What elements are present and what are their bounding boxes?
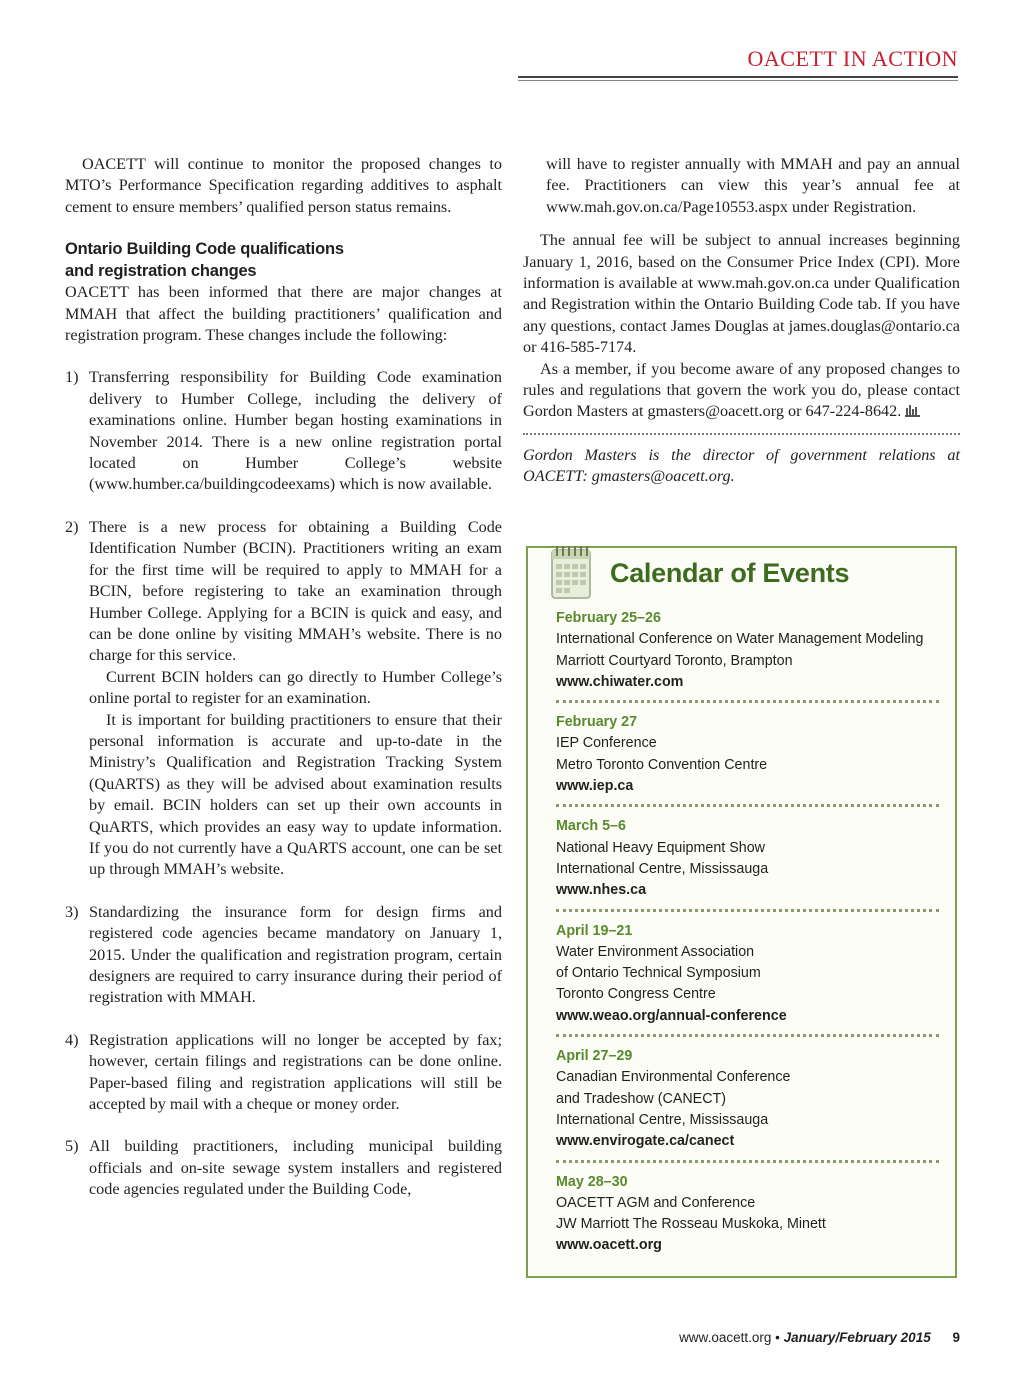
event-detail: Toronto Congress Centre xyxy=(556,986,716,1003)
list-number: 4) xyxy=(65,1030,79,1049)
footer-issue: January/February 2015 xyxy=(783,1330,931,1345)
event-date: April 27–29 xyxy=(556,1048,633,1065)
event-detail: Marriott Courtyard Toronto, Brampton xyxy=(556,652,793,669)
page-footer xyxy=(679,1330,960,1345)
list-paragraph: Standardizing the insurance form for design firms and registered code agencies became mandatory on January 1, 2015. Under the qualification and registration program, certain designers are required to carry insurance during their period of registration with MMAH. xyxy=(89,902,502,1007)
event-divider xyxy=(556,1034,939,1037)
list-paragraph: Current BCIN holders can go directly to Humber College’s online portal to register for an examination. xyxy=(89,667,502,708)
list-paragraph: There is a new process for obtaining a Building Code Identification Number (BCIN). Practitioners writing an exam for the first time will be required to apply to MMAH for a BCIN, before registering to take an examination through Humber College. Applying for a BCIN is quick and easy, and can be done online by visiting MMAH’s website. There is no charge for this service. xyxy=(89,517,502,665)
list-paragraph: Transferring responsibility for Building Code examination delivery to Humber College, including the delivery of examinations online. Humber began hosting examinations in November 2014. There is a new online registration portal located on Humber College’s website (www.humber.ca/buildingcodeexams) which is now available. xyxy=(89,368,502,494)
section-heading xyxy=(65,239,502,282)
event-detail: Canadian Environmental Conference xyxy=(556,1069,791,1086)
event-item xyxy=(556,712,939,797)
event-date: February 27 xyxy=(556,714,638,731)
event-item xyxy=(556,608,939,693)
list-paragraph: It is important for building practitioners to ensure that their personal information is accurate and up-to-date in the Ministry’s Qualification and Registration Tracking System (QuARTS) as they will be advised about examination results by email. BCIN holders can set up their own accounts in QuARTS, which provides an easy way to update information. If you do not currently have a QuARTS account, one can be set up through MMAH’s website. xyxy=(89,710,502,879)
event-item xyxy=(556,816,939,901)
event-divider xyxy=(556,909,939,912)
calendar-title: Calendar of Events xyxy=(610,558,850,588)
header-rule xyxy=(518,76,958,78)
right-column xyxy=(523,154,960,488)
event-detail: International Centre, Mississauga xyxy=(556,1111,769,1128)
event-detail: and Tradeshow (CANECT) xyxy=(556,1090,727,1107)
event-detail: National Heavy Equipment Show xyxy=(556,839,766,856)
header-rule-thin xyxy=(518,80,958,81)
event-url: www.iep.ca xyxy=(556,778,634,795)
event-divider xyxy=(556,804,939,807)
section-header: OACETT IN ACTION xyxy=(747,46,958,71)
author-divider xyxy=(523,433,960,435)
event-detail: International Centre, Mississauga xyxy=(556,860,769,877)
list-number: 1) xyxy=(65,368,79,387)
intro-paragraph: OACETT will continue to monitor the proposed changes to MTO’s Performance Specification regarding additives to asphalt cement to ensure members’ qualified person status remains. xyxy=(65,155,502,216)
footer-bullet: • xyxy=(775,1330,780,1345)
member-paragraph xyxy=(523,359,960,423)
event-detail: Water Environment Association xyxy=(556,943,755,960)
left-column xyxy=(65,154,502,1201)
lead-paragraph: OACETT has been informed that there are major changes at MMAH that affect the building practitioners’ qualification and registration program. These changes include the following: xyxy=(65,283,502,345)
member-paragraph-text: As a member, if you become aware of any proposed changes to rules and regulations that govern the work you do, please contact Gordon Masters at gmasters@oacett.org or 647-224-8642. xyxy=(523,359,960,421)
list-paragraph: Registration applications will no longer be accepted by fax; however, certain filings and registrations can be done online. Paper-based filing and registration applications will still be accepted by mail with a cheque or money order. xyxy=(89,1030,502,1114)
calendar-of-events xyxy=(526,546,957,1278)
event-item xyxy=(556,1046,939,1152)
event-date: February 25–26 xyxy=(556,610,661,626)
section-heading-line1: Ontario Building Code qualifications xyxy=(65,240,344,259)
event-url: www.nhes.ca xyxy=(556,882,647,899)
event-date: April 19–21 xyxy=(556,922,633,939)
event-item xyxy=(556,921,939,1027)
page-number: 9 xyxy=(952,1330,960,1345)
event-url: www.chiwater.com xyxy=(556,673,684,690)
list-number: 3) xyxy=(65,902,79,921)
event-detail: International Conference on Water Management Modeling xyxy=(556,631,924,648)
list-number: 5) xyxy=(65,1137,79,1156)
section-heading-line2: and registration changes xyxy=(65,261,257,280)
list-number: 2) xyxy=(65,517,79,536)
event-date: May 28–30 xyxy=(556,1173,628,1190)
list-item xyxy=(65,1030,502,1116)
calendar-icon xyxy=(548,542,594,600)
event-detail: IEP Conference xyxy=(556,735,657,752)
list-item xyxy=(65,902,502,1009)
event-item xyxy=(556,1172,939,1257)
event-detail: OACETT AGM and Conference xyxy=(556,1194,756,1211)
list-item xyxy=(65,1136,502,1200)
event-url: www.weao.org/annual-conference xyxy=(556,1007,787,1024)
fee-paragraph: The annual fee will be subject to annual increases beginning January 1, 2016, based on the Consumer Price Index (CPI). More information is available at www.mah.gov.on.ca under Qualification and Registration within the Ontario Building Code tab. If you have any questions, contact James Douglas at james.douglas@ontario.ca or 416-585-7174. xyxy=(523,231,960,357)
event-url: www.envirogate.ca/canect xyxy=(556,1133,735,1150)
event-divider xyxy=(556,1160,939,1163)
cn-tower-icon xyxy=(905,403,920,417)
footer-site: www.oacett.org xyxy=(679,1330,772,1345)
list-paragraph: All building practitioners, including municipal building officials and on-site sewage system installers and registered code agencies regulated under the Building Code, xyxy=(89,1137,502,1199)
author-note: Gordon Masters is the director of government relations at OACETT: gmasters@oacett.org. xyxy=(523,445,960,486)
event-detail: of Ontario Technical Symposium xyxy=(556,965,761,982)
event-detail: JW Marriott The Rosseau Muskoka, Minett xyxy=(556,1216,826,1233)
event-list xyxy=(556,608,939,1257)
event-detail: Metro Toronto Convention Centre xyxy=(556,756,768,773)
continuation-paragraph: will have to register annually with MMAH and pay an annual fee. Practitioners can view this year’s annual fee at www.mah.gov.on.ca/Page10553.aspx under Registration. xyxy=(546,155,960,216)
event-url: www.oacett.org xyxy=(556,1237,662,1254)
event-divider xyxy=(556,700,939,703)
list-item xyxy=(65,517,502,881)
list-item xyxy=(65,367,502,495)
event-date: March 5–6 xyxy=(556,818,626,835)
